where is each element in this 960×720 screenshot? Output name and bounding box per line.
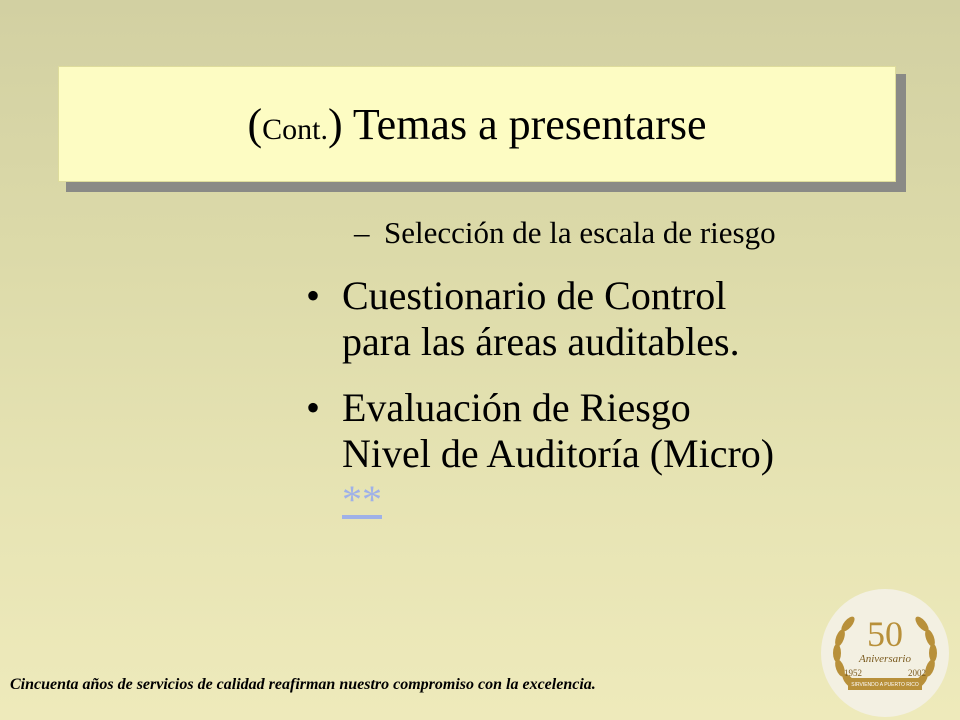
title-cont: Cont. bbox=[262, 112, 328, 146]
dash-marker: – bbox=[354, 215, 370, 250]
sub-bullet-item bbox=[300, 214, 780, 251]
logo-year-end: 2002 bbox=[908, 668, 926, 678]
anniversary-logo bbox=[818, 586, 952, 720]
bullet-item bbox=[300, 273, 780, 365]
bullet-text: Evaluación de Riesgo Nivel de Auditoría (Micro) bbox=[342, 385, 775, 476]
title-close-paren: ) bbox=[328, 99, 343, 149]
sub-bullet-text: Selección de la escala de riesgo bbox=[384, 215, 776, 250]
page-title bbox=[247, 99, 706, 150]
bullet-marker: • bbox=[306, 273, 321, 318]
logo-word: Aniversario bbox=[859, 653, 911, 665]
slide-content bbox=[300, 214, 780, 543]
logo-motto: SIRVIENDO A PUERTO RICO bbox=[851, 682, 919, 688]
title-open-paren: ( bbox=[247, 99, 263, 149]
logo-year-start: 1952 bbox=[844, 668, 862, 678]
logo-number: 50 bbox=[867, 614, 903, 654]
footnote-link[interactable]: ** bbox=[342, 477, 382, 522]
bullet-list bbox=[300, 273, 780, 523]
bullet-marker: • bbox=[306, 385, 321, 430]
footer-motto: Cincuenta años de servicios de calidad reafirman nuestro compromiso con la excelencia. bbox=[10, 676, 596, 693]
title-main: Temas a presentarse bbox=[352, 99, 707, 149]
title-box bbox=[58, 66, 896, 182]
bullet-text: Cuestionario de Control para las áreas auditables. bbox=[342, 273, 740, 364]
bullet-item bbox=[300, 385, 780, 523]
